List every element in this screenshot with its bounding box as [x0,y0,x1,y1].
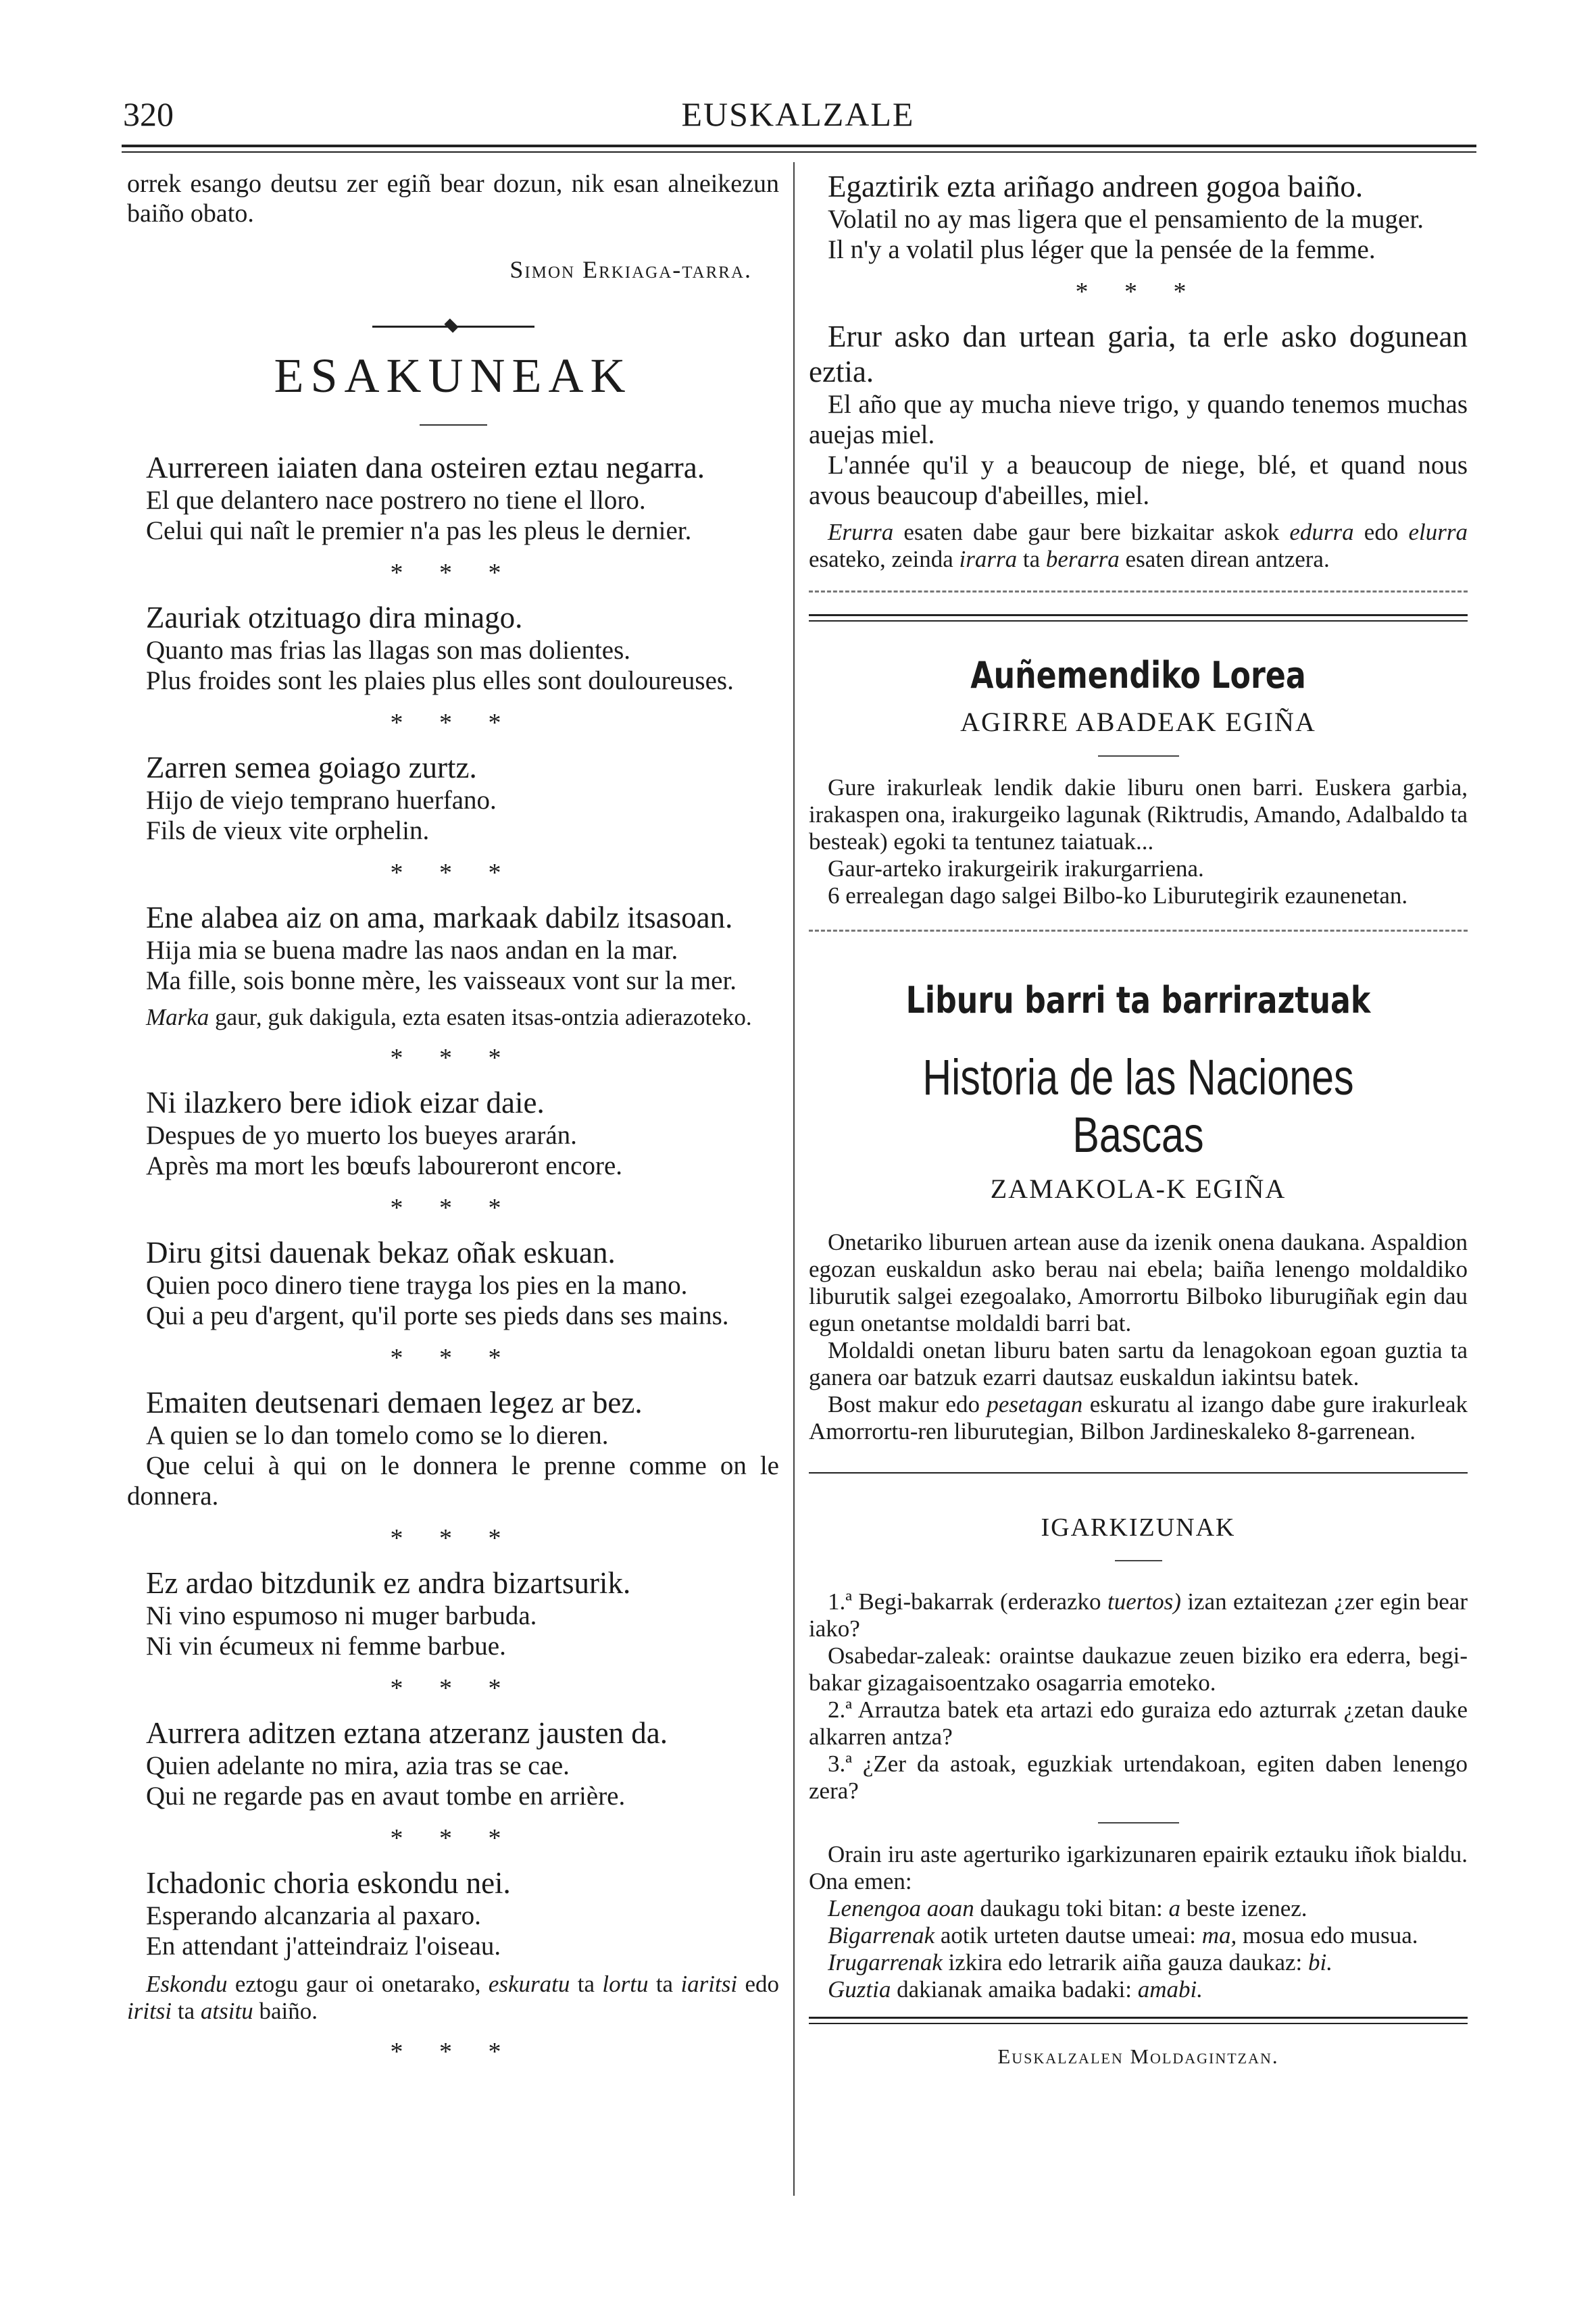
riddle-text: 1.ª Begi-bakarrak (erderazko [828,1588,1107,1615]
note-text: esaten dabe gaur bere bizkaitar askok [893,519,1290,545]
separator-stars: * * * [390,2038,516,2066]
proverb-spanish: Quanto mas frias las llagas son mas dolientes. [146,636,631,665]
proverb [127,1565,779,1661]
proverb [127,1385,779,1511]
note-term: pesetagan [987,1391,1083,1417]
separator-stars: * * * [1075,278,1201,306]
heading-rule [1098,755,1179,757]
section-divider [809,930,1468,932]
note-term: tuertos) [1107,1588,1181,1615]
book-description: Gaur-arteko irakurgeirik irakurgarriena. [828,855,1204,882]
proverb-spanish: El que delantero nace postrero no tiene el lloro. [146,486,646,515]
note-text: mosua edo musua. [1237,1922,1418,1948]
heading-rule [420,424,487,426]
note-text: gaur, guk dakigula, ezta esaten itsas-ontzia adierazoteko. [209,1004,752,1030]
printer-imprint: Euskalzalen Moldagintzan. [997,2044,1279,2068]
proverb-french: Qui ne regarde pas en avaut tombe en arrière. [146,1782,626,1811]
proverb-basque: Erur asko dan urtean garia, ta erle asko dogunean eztia. [809,320,1468,388]
note-term: Eskondu [146,1971,228,1997]
proverb-spanish: Despues de yo muerto los bueyes ararán. [146,1121,577,1150]
section-divider [809,614,1468,616]
note-term: a [1168,1895,1181,1921]
note-term: iaritsi [680,1971,738,1997]
proverb-basque: Ene alabea aiz on ama, markaak dabilz itsasoan. [146,901,733,934]
separator-stars: * * * [390,1194,516,1222]
section-divider [809,2017,1468,2019]
note-text: esateko, zeinda [809,546,959,572]
journal-title: EUSKALZALE [681,95,915,133]
header-rule-thin [122,151,1476,153]
proverb-basque: Ichadonic choria eskondu nei. [146,1866,511,1900]
proverb [127,900,779,996]
proverb-spanish: Volatil no ay mas ligera que el pensamiento de la muger. [828,205,1424,234]
riddle-answer: Osabedar-zaleak: oraintse daukazue zeuen biziko era ederra, begi-bakar gizagaisoentzako osagarria emoteko. [809,1642,1468,1696]
proverb-basque: Aurrera aditzen eztana atzeranz jausten da. [146,1716,668,1750]
note-term: amabi. [1137,1976,1203,2003]
note-term: Guztia [828,1976,891,2003]
riddle: 3.ª ¿Zer da astoak, eguzkiak urtendakoan, egiten daben lenengo zera? [809,1751,1468,1804]
proverb-french: Après ma mort les bœufs laboureront encore. [146,1151,623,1180]
section-heading: ESAKUNEAK [274,349,632,403]
proverb-french: Ma fille, sois bonne mère, les vaisseaux vont sur la mer. [146,966,737,995]
separator-stars: * * * [390,559,516,587]
note-term: Erurra [828,519,894,545]
note-term: bi. [1308,1949,1333,1976]
proverb-basque: Egaztirik ezta ariñago andreen gogoa baiño. [828,170,1364,203]
proverb-spanish: Esperando alcanzaria al paxaro. [146,1901,481,1930]
note-term: berarra [1045,546,1120,572]
book-description: Onetariko liburuen artean ause da izenik onena daukana. Aspaldion egozan euskaldun asko berau nai ebela; baiña lenengo moldaldiko liburutik salgei ezegoalako, Amorrortu Bilboko liburugiñak egin dau egun onetantse moldaldi barri bat. [809,1229,1468,1336]
column-divider [793,162,795,2196]
book-title-historia: Historia de las Naciones Bascas [922,1049,1354,1163]
note-text: eskuratu al izango dabe gure irakurleak Amorrortu-ren liburutegian, Bilbon Jardineskaleko 8-garrenean. [809,1391,1468,1444]
section-divider [809,620,1468,622]
note-eskondu [127,1971,779,2025]
proverb-spanish: Hija mia se buena madre las naos andan en la mar. [146,936,678,965]
book-description: Gure irakurleak lendik dakie liburu onen barri. Euskera garbia, irakaspen ona, irakurgeiko lagunak (Riktrudis, Amando, Adalbaldo ta besteak) egoki ta tentunez taiatuak... [809,774,1468,855]
note-text: esaten direan antzera. [1119,546,1330,572]
proverb-french: Ni vin écumeux ni femme barbue. [146,1632,506,1661]
right-column [809,169,1468,2069]
note-term: ma, [1201,1922,1237,1948]
section-heading-books: Liburu barri ta barriraztuak [905,979,1371,1022]
heading-rule [1098,1822,1179,1823]
note-term: Irugarrenak [828,1949,943,1976]
intro-text: orrek esango deutsu zer egiñ bear dozun, nik esan alneikezun baiño obato. [127,170,779,228]
proverb-basque: Zarren semea goiago zurtz. [146,751,477,784]
answer-line [809,1922,1468,1949]
book-description: Moldaldi onetan liburu baten sartu da lenagokoan egoan guztia ta ganera oar batzuk ezarri dautsaz euskaldun iakintsu batek. [809,1337,1468,1390]
note-term: atsitu [200,1998,253,2024]
proverb-spanish: Ni vino espumoso ni muger barbuda. [146,1601,537,1630]
proverb-basque: Emaiten deutsenari demaen legez ar bez. [146,1386,643,1419]
proverb-spanish: Quien poco dinero tiene trayga los pies en la mano. [146,1271,688,1300]
proverb-french: Fils de vieux vite orphelin. [146,816,430,845]
section-divider [809,590,1468,593]
proverb [127,1235,779,1331]
author-signature: Simon Erkiaga-tarra. [509,256,752,283]
book-author: AGIRRE ABADEAK EGIÑA [960,707,1316,737]
note-text: beste izenez. [1180,1895,1307,1921]
answer-line [809,1895,1468,1922]
answer-line [809,1976,1468,2003]
proverb-french: En attendant j'atteindraiz l'oiseau. [146,1932,501,1961]
proverb-spanish: El año que ay mucha nieve trigo, y quando tenemos muchas auejas miel. [809,390,1468,449]
note-text: izkira edo letrarik aiña gauza daukaz: [942,1949,1309,1976]
proverb-basque: Aurrereen iaiaten dana osteiren eztau negarra. [146,451,705,484]
answer-line [809,1949,1468,1976]
header-rule [122,145,1476,147]
separator-stars: * * * [390,1674,516,1703]
proverb-basque: Zauriak otzituago dira minago. [146,601,523,634]
book-availability: 6 errealegan dago salgei Bilbo-ko Liburutegirik ezaunenetan. [828,882,1408,909]
proverb-basque: Ez ardao bitzdunik ez andra bizartsurik. [146,1566,631,1600]
section-heading-riddles: IGARKIZUNAK [1041,1513,1236,1542]
book-title-aunemendiko: Auñemendiko Lorea [970,654,1306,697]
note-text: eztogu gaur oi onetarako, [227,1971,489,1997]
proverb [127,1715,779,1811]
proverb-french: Qui a peu d'argent, qu'il porte ses pieds dans ses mains. [146,1301,729,1330]
note-term: edurra [1289,519,1354,545]
heading-rule [1115,1560,1162,1561]
left-column [127,169,779,2079]
book-author: ZAMAKOLA-K EGIÑA [990,1174,1287,1204]
section-divider [809,1472,1468,1474]
proverb-french: Celui qui naît le premier n'a pas les pleus le dernier. [146,516,692,545]
proverb-french: L'année qu'il y a beaucoup de niege, blé, et quand nous avous beaucoup d'abeilles, miel. [809,451,1468,510]
proverb-french: Il n'y a volatil plus léger que la pensée de la femme. [828,235,1376,264]
proverb-french: Que celui à qui on le donnera le prenne comme on le donnera. [127,1451,779,1511]
proverb [127,750,779,846]
note-term: Marka [146,1004,209,1030]
proverb [127,1085,779,1181]
note-text: ta [648,1971,681,1997]
note-text: dakianak amaika badaki: [891,1976,1138,2003]
book-availability [809,1391,1468,1445]
note-term: irarra [959,546,1018,572]
note-text: ta [570,1971,603,1997]
answers-intro: Orain iru aste agerturiko igarkizunaren epairik eztauku iñok bialdu. Ona emen: [809,1841,1468,1894]
riddle: 2.ª Arrautza batek eta artazi edo guraiza edo azturrak ¿zetan dauke alkarren antza? [809,1696,1468,1750]
note-text: edo [737,1971,779,1997]
proverb-basque: Ni ilazkero bere idiok eizar daie. [146,1086,545,1120]
note-text: edo [1353,519,1409,545]
separator-stars: * * * [390,1824,516,1853]
proverb-spanish: Hijo de viejo temprano huerfano. [146,786,497,815]
note-term: iritsi [127,1998,172,2024]
proverb [127,450,779,546]
separator-stars: * * * [390,709,516,737]
proverb-french: Plus froides sont les plaies plus elles sont douloureuses. [146,666,734,695]
ornament-divider [372,326,534,330]
proverb-basque: Diru gitsi dauenak bekaz oñak eskuan. [146,1236,616,1269]
riddle-text: izan eztaitezan ¿zer egin bear iako? [809,1588,1468,1642]
separator-stars: * * * [390,1524,516,1553]
note-text: Bost makur edo [828,1391,987,1417]
page-number: 320 [123,95,174,133]
proverb [127,1865,779,1961]
note-text: ta [1017,546,1046,572]
section-divider [809,2023,1468,2024]
note-marka [127,1004,779,1031]
note-text: daukagu toki bitan: [974,1895,1169,1921]
note-term: Lenengoa aoan [828,1895,974,1921]
note-text: baiño. [253,1998,318,2024]
note-term: eskuratu [488,1971,570,1997]
note-term: Bigarrenak [828,1922,935,1948]
proverb [127,600,779,696]
note-term: lortu [602,1971,649,1997]
note-erurra [809,519,1468,573]
separator-stars: * * * [390,1344,516,1372]
separator-stars: * * * [390,859,516,887]
note-text: aotik urteten dautse umeai: [934,1922,1202,1948]
separator-stars: * * * [390,1044,516,1072]
note-term: elurra [1408,519,1468,545]
proverb-spanish: Quien adelante no mira, azia tras se cae. [146,1751,570,1780]
note-text: ta [172,1998,201,2024]
proverb-spanish: A quien se lo dan tomelo como se lo dieren. [146,1421,609,1450]
riddle [809,1588,1468,1642]
